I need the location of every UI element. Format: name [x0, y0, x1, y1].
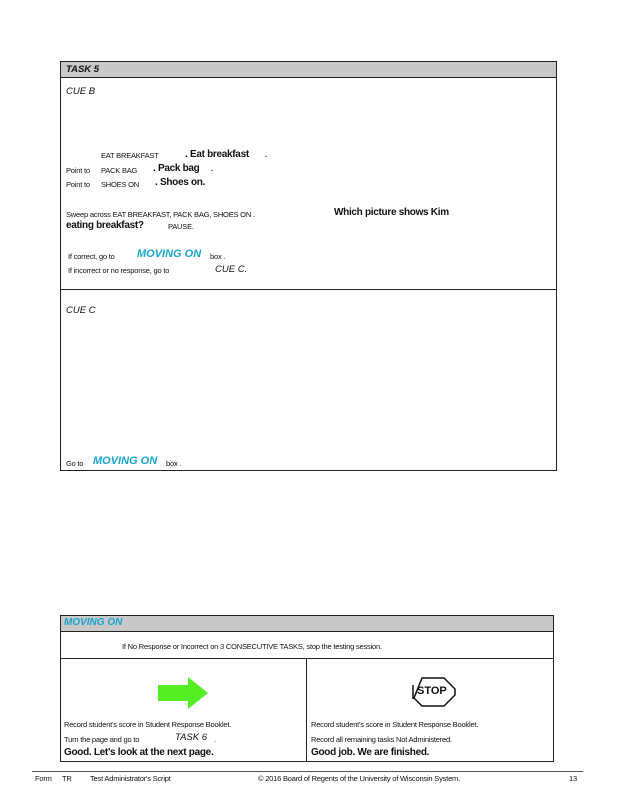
footer-script-title: Test Administrator's Script — [90, 774, 171, 783]
left-say-line: Good. Let's look at the next page. — [64, 747, 214, 758]
moving-on-link-b: MOVING ON — [137, 248, 202, 260]
cue-b-label: CUE B — [66, 86, 96, 97]
cue-b-line-2-speech: . Pack bag — [153, 163, 200, 174]
footer-copyright: © 2016 Board of Regents of the University of Wisconsin System. — [258, 774, 460, 783]
footer-form: Form — [35, 774, 52, 783]
next-task-period: . — [214, 735, 216, 744]
pause-label: PAUSE. — [168, 222, 194, 231]
sweep-instruction: Sweep across EAT BREAKFAST, PACK BAG, SHOES ON . — [66, 210, 255, 219]
box-word-c: box . — [166, 459, 182, 468]
cue-b-line-3-prefix: Point to — [66, 180, 90, 189]
arrow-shape — [158, 677, 208, 709]
cue-b-line-1-speech: . Eat breakfast — [185, 149, 249, 160]
column-divider — [306, 658, 307, 762]
cue-c-go-to: Go to — [66, 459, 84, 468]
cue-b-line-2-target: PACK BAG — [101, 166, 138, 175]
footer-form-code: TR — [62, 774, 72, 783]
right-say-line: Good job. We are finished. — [311, 747, 430, 758]
page-number: 13 — [569, 774, 577, 783]
task-title: TASK 5 — [66, 64, 100, 75]
cue-b-line-1-tail: . — [265, 150, 267, 159]
box-word-b: box . — [210, 252, 226, 261]
cue-b-line-2-tail: . — [211, 164, 213, 173]
task-header-band — [60, 61, 557, 78]
moving-on-link-c: MOVING ON — [93, 455, 158, 467]
cue-b-line-2-prefix: Point to — [66, 166, 90, 175]
cue-c-label: CUE C — [66, 305, 96, 316]
if-incorrect-text: If incorrect or no response, go to — [68, 266, 170, 275]
cue-b-line-1-target: EAT BREAKFAST — [101, 151, 159, 160]
green-arrow-icon — [158, 677, 210, 709]
moving-on-header-band — [60, 615, 554, 632]
rule-divider — [60, 658, 554, 659]
left-record-line: Record student's score in Student Response Booklet. — [64, 720, 232, 729]
question-line-1: Which picture shows Kim — [334, 207, 449, 218]
left-turn-page: Turn the page and go to — [64, 735, 140, 744]
right-not-administered: Record all remaining tasks Not Administered. — [311, 735, 452, 744]
right-record-line: Record student's score in Student Response Booklet. — [311, 720, 479, 729]
stop-rule: If No Response or Incorrect on 3 CONSECUTIVE TASKS, stop the testing session. — [122, 642, 382, 651]
next-task-label: TASK 6 — [175, 732, 208, 743]
if-correct-text: If correct, go to — [68, 252, 115, 261]
moving-on-title: MOVING ON — [64, 617, 123, 628]
stop-label: STOP — [417, 685, 447, 697]
cue-b-line-3-speech: . Shoes on. — [155, 177, 206, 188]
cue-divider — [60, 289, 557, 290]
question-line-2: eating breakfast? — [66, 220, 144, 231]
cue-b-line-3-target: SHOES ON — [101, 180, 139, 189]
go-cue-c: CUE C. — [215, 264, 248, 275]
footer-rule — [32, 771, 583, 772]
